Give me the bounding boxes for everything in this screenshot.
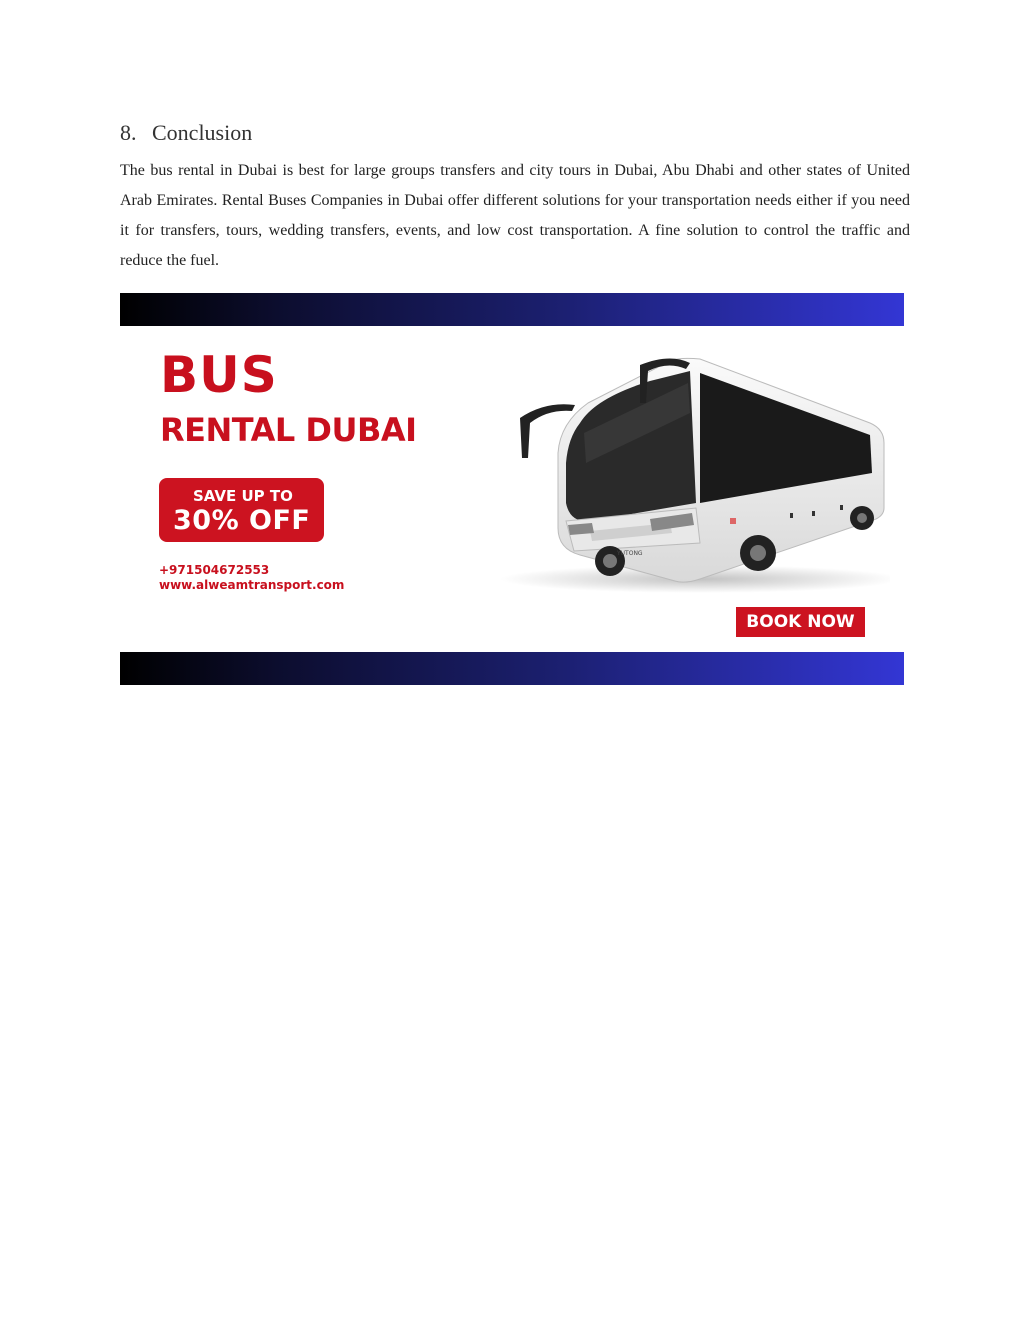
bus-brand-label: YUTONG bbox=[617, 550, 643, 557]
contact-website: www.alweamtransport.com bbox=[159, 578, 345, 592]
discount-line2: 30% OFF bbox=[173, 505, 311, 536]
banner-top-bar bbox=[120, 293, 904, 326]
bus-rental-banner bbox=[120, 293, 904, 685]
banner-title-rental-dubai: RENTAL DUBAI bbox=[160, 411, 417, 449]
coach-bus-image bbox=[500, 343, 890, 598]
discount-line1: SAVE UP TO bbox=[193, 487, 293, 505]
book-now-button[interactable]: BOOK NOW bbox=[736, 607, 865, 637]
section-title: Conclusion bbox=[152, 120, 253, 145]
discount-badge bbox=[159, 478, 324, 542]
banner-bottom-bar bbox=[120, 652, 904, 685]
contact-phone: +971504672553 bbox=[159, 563, 270, 577]
conclusion-paragraph: The bus rental in Dubai is best for large groups transfers and city tours in Dubai, Abu Dhabi and other states of United Arab Emirates. Rental Buses Companies in Dubai offer different solutions for your transportation needs either if you need it for transfers, tours, wedding transfers, events, and low cost transportation. A fine solution to control the traffic and reduce the fuel. bbox=[120, 162, 910, 269]
section-number: 8. bbox=[120, 120, 137, 145]
section-heading bbox=[120, 120, 252, 146]
banner-title-bus: BUS bbox=[160, 346, 278, 404]
